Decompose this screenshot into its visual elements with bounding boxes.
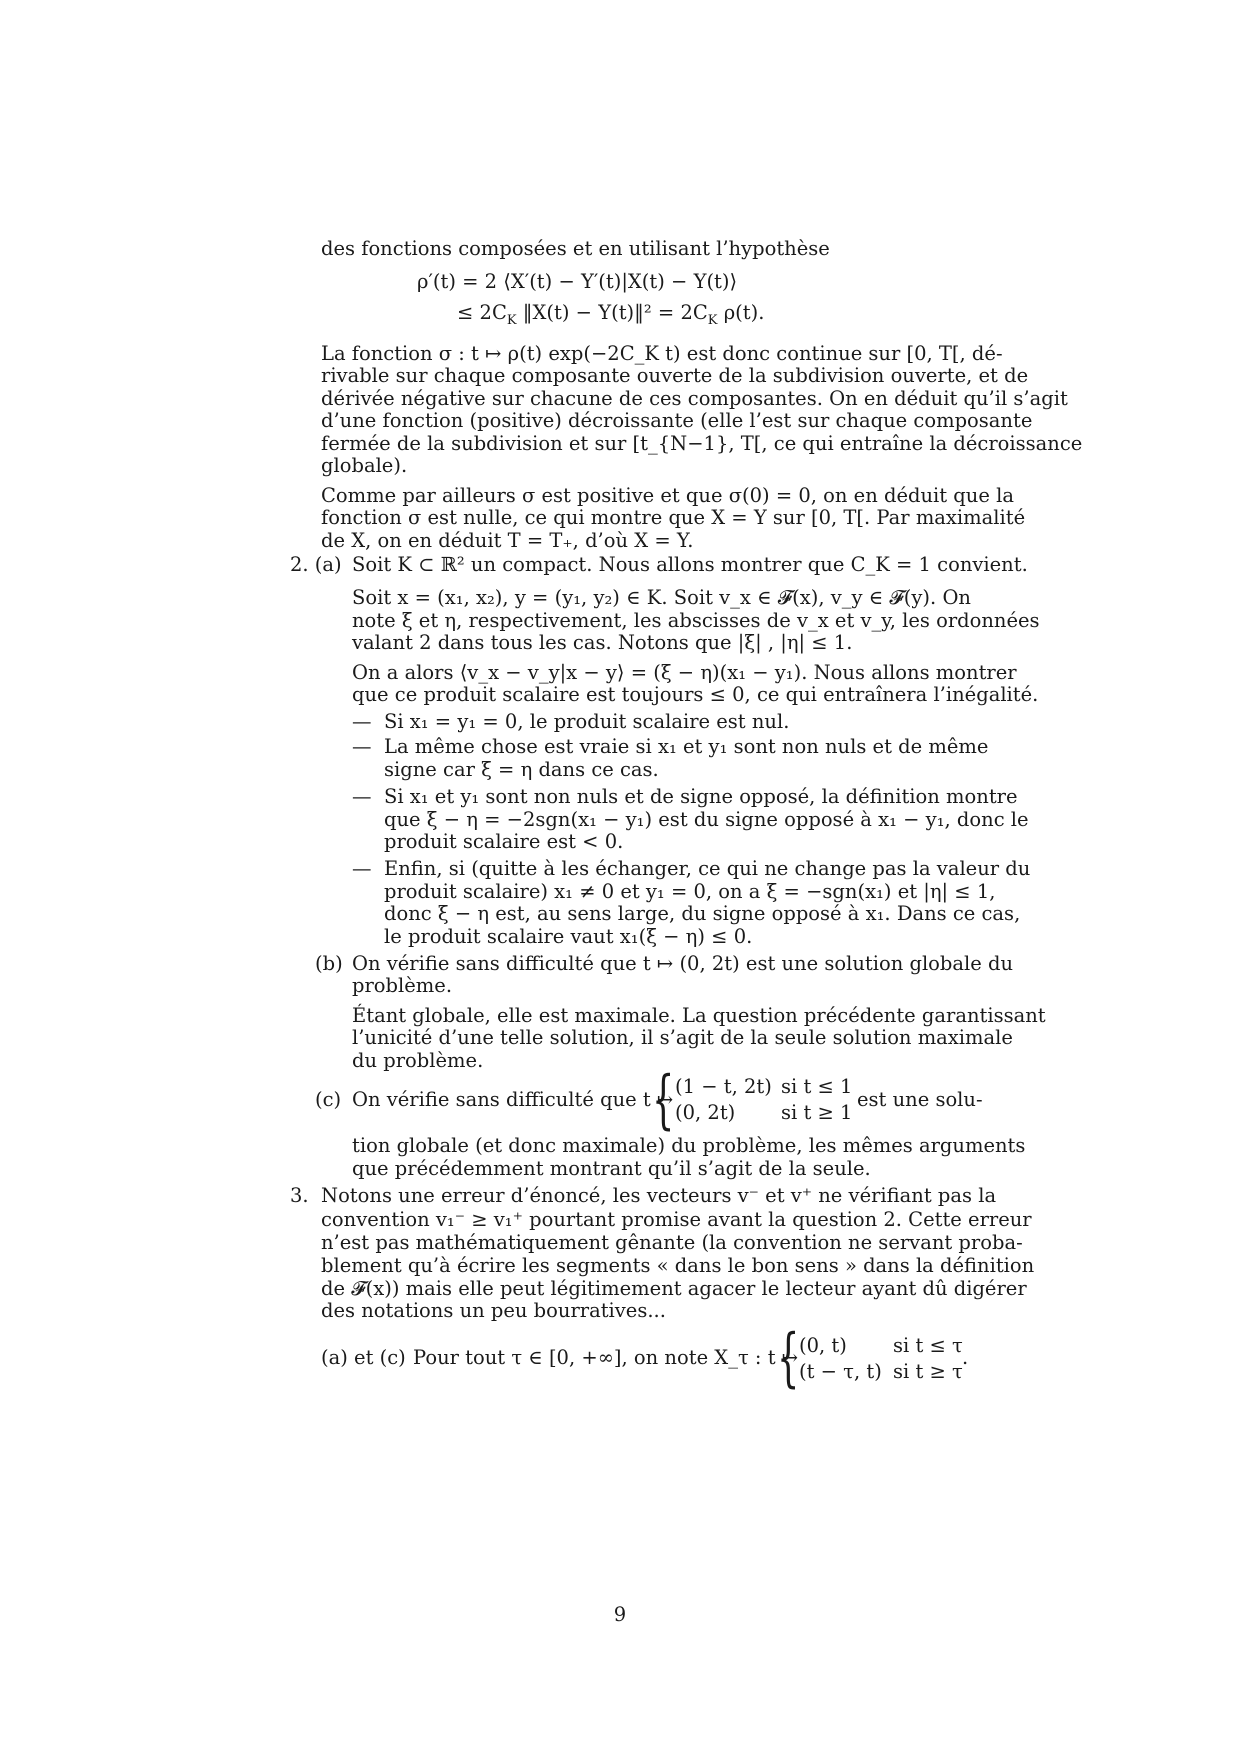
list-item: que ξ − η = −2sgn(x₁ − y₁) est du signe opposé à x₁ − y₁, donc le: [384, 808, 1029, 831]
case-value: (t − τ, t): [799, 1360, 882, 1383]
list-item: Enfin, si (quitte à les échanger, ce qui ne change pas la valeur du: [384, 857, 1031, 880]
text-line: est une solu-: [857, 1088, 983, 1111]
text-line: On vérifie sans difficulté que t ↦ (0, 2t) est une solution globale du: [352, 952, 1014, 975]
text-line: Pour tout τ ∈ [0, +∞], on note X_τ : t ↦: [413, 1346, 799, 1369]
equation-line-1: ρ′(t) = 2 ⟨X′(t) − Y′(t)|X(t) − Y(t)⟩: [417, 270, 738, 293]
text-line: On a alors ⟨v_x − v_y|x − y⟩ = (ξ − η)(x₁ − y₁). Nous allons montrer: [352, 661, 1017, 684]
list-item: Si x₁ et y₁ sont non nuls et de signe opposé, la définition montre: [384, 785, 1018, 808]
dash-bullet: —: [352, 710, 372, 733]
text-line: note ξ et η, respectivement, les abscisses de v_x et v_y, les ordonnées: [352, 609, 1040, 632]
text-line: Étant globale, elle est maximale. La question précédente garantissant: [352, 1004, 1046, 1027]
list-item: La même chose est vraie si x₁ et y₁ sont non nuls et de même: [384, 735, 989, 758]
list-item: le produit scalaire vaut x₁(ξ − η) ≤ 0.: [384, 925, 753, 948]
dash-bullet: —: [352, 857, 372, 880]
text-line: de 𝓕(x)) mais elle peut légitimement agacer le lecteur ayant dû digérer: [321, 1277, 1027, 1300]
item-2a-label: 2. (a): [290, 553, 342, 576]
text-line: que ce produit scalaire est toujours ≤ 0, ce qui entraînera l’inégalité.: [352, 683, 1039, 706]
list-item: Si x₁ = y₁ = 0, le produit scalaire est nul.: [384, 710, 790, 733]
page-number: 9: [613, 1603, 627, 1626]
case-condition: si t ≥ τ: [893, 1360, 963, 1383]
brace-glyph: {: [777, 1321, 800, 1395]
text-line: de X, on en déduit T = T₊, d’où X = Y.: [321, 529, 694, 552]
dash-bullet: —: [352, 735, 372, 758]
list-item: signe car ξ = η dans ce cas.: [384, 758, 659, 781]
text-line: fonction σ est nulle, ce qui montre que X = Y sur [0, T[. Par maximalité: [321, 506, 1026, 529]
case-condition: si t ≤ τ: [893, 1334, 963, 1357]
equation-line-2: ≤ $2C_K$ ‖X(t) − Y(t)‖² = $2C_K$ ρ(t).: [457, 301, 765, 328]
text-line: l’unicité d’une telle solution, il s’agit de la seule solution maximale: [352, 1026, 1013, 1049]
item-2c-label: (c): [315, 1088, 342, 1111]
text-line: tion globale (et donc maximale) du problème, les mêmes arguments: [352, 1134, 1026, 1157]
text-line: des notations un peu bourratives...: [321, 1299, 666, 1322]
text-line: Soit x = (x₁, x₂), y = (y₁, y₂) ∈ K. Soit v_x ∈ 𝓕(x), v_y ∈ 𝓕(y). On: [352, 586, 971, 609]
text-line: problème.: [352, 974, 453, 997]
item-3ac-label: (a) et (c): [321, 1346, 406, 1369]
list-item: produit scalaire est < 0.: [384, 830, 624, 853]
case-value: (0, 2t): [675, 1101, 736, 1124]
case-value: (0, t): [799, 1334, 847, 1357]
text-line: Soit K ⊂ ℝ² un compact. Nous allons montrer que C_K = 1 convient.: [352, 553, 1028, 576]
intro-text: des fonctions composées et en utilisant l’hypothèse: [321, 237, 830, 260]
text-line: blement qu’à écrire les segments « dans le bon sens » dans la définition: [321, 1254, 1035, 1277]
case-value: (1 − t, 2t): [675, 1075, 772, 1098]
text-line: valant 2 dans tous les cas. Notons que |ξ| , |η| ≤ 1.: [352, 631, 853, 654]
text-line: rivable sur chaque composante ouverte de la subdivision ouverte, et de: [321, 364, 1029, 387]
text-line: que précédemment montrant qu’il s’agit de la seule.: [352, 1157, 871, 1180]
text-line: globale).: [321, 454, 408, 477]
text-line: du problème.: [352, 1049, 484, 1072]
brace-glyph: {: [652, 1063, 675, 1137]
case-condition: si t ≥ 1: [781, 1101, 853, 1124]
text-line: d’une fonction (positive) décroissante (elle l’est sur chaque composante: [321, 409, 1033, 432]
text-line: dérivée négative sur chacune de ces composantes. On en déduit qu’il s’agit: [321, 387, 1068, 410]
text-line: convention v₁⁻ ≥ v₁⁺ pourtant promise avant la question 2. Cette erreur: [321, 1208, 1032, 1231]
text-line: .: [962, 1346, 969, 1369]
text-line: Notons une erreur d’énoncé, les vecteurs v⁻ et v⁺ ne vérifiant pas la: [321, 1184, 997, 1207]
dash-bullet: —: [352, 785, 372, 808]
item-3-label: 3.: [290, 1184, 309, 1207]
text-line: On vérifie sans difficulté que t ↦: [352, 1088, 674, 1111]
list-item: donc ξ − η est, au sens large, du signe opposé à x₁. Dans ce cas,: [384, 902, 1021, 925]
text-line: fermée de la subdivision et sur [t_{N−1}, T[, ce qui entraîne la décroissance: [321, 432, 1083, 455]
text-line: Comme par ailleurs σ est positive et que σ(0) = 0, on en déduit que la: [321, 484, 1014, 507]
list-item: produit scalaire) x₁ ≠ 0 et y₁ = 0, on a ξ = −sgn(x₁) et |η| ≤ 1,: [384, 880, 996, 903]
text-line: n’est pas mathématiquement gênante (la convention ne servant proba-: [321, 1231, 1023, 1254]
item-2b-label: (b): [315, 952, 343, 975]
case-condition: si t ≤ 1: [781, 1075, 853, 1098]
text-line: La fonction σ : t ↦ ρ(t) exp(−2C_K t) est donc continue sur [0, T[, dé-: [321, 342, 1003, 365]
